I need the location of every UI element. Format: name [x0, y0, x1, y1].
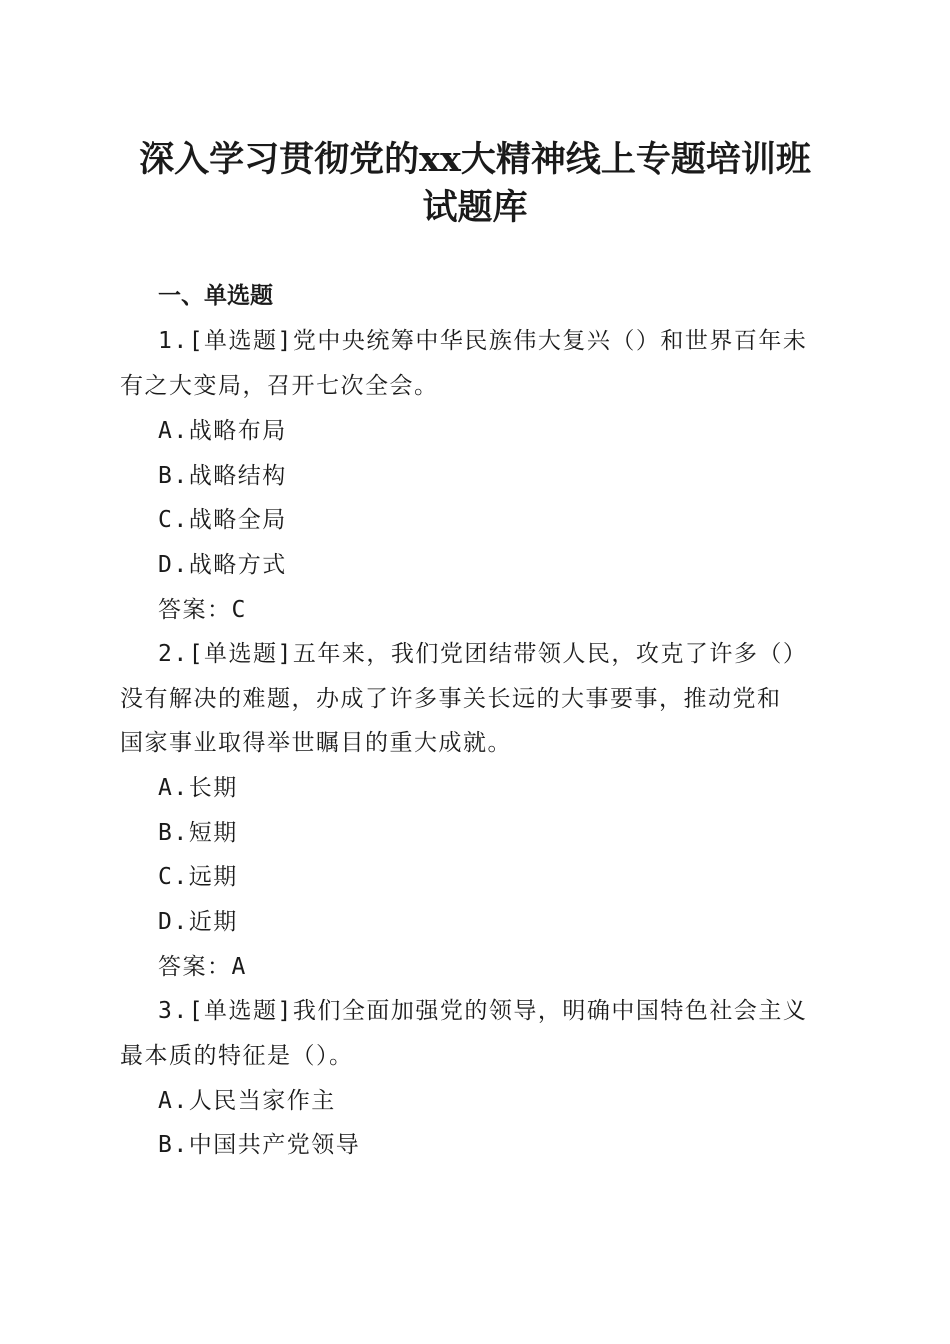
question-1-text-line-2: 有之大变局，召开七次全会。 [120, 373, 439, 399]
question-2-text-line-1: 2.[单选题]五年来，我们党团结带领人民，攻克了许多（） [158, 641, 808, 667]
question-1-text-line-1: 1.[单选题]党中央统筹中华民族伟大复兴（）和世界百年未 [158, 328, 808, 354]
question-1-option-c: C.战略全局 [158, 507, 287, 533]
question-2-option-d: D.近期 [158, 909, 238, 935]
question-3-option-b: B.中国共产党领导 [158, 1132, 361, 1158]
question-2-option-c: C.远期 [158, 864, 238, 890]
question-2-option-a: A.长期 [158, 775, 238, 801]
question-3-option-a: A.人民当家作主 [158, 1088, 336, 1114]
question-1-option-b: B.战略结构 [158, 463, 287, 489]
question-2-answer: 答案：A [158, 954, 247, 980]
question-1-answer: 答案：C [158, 597, 247, 623]
document-title-line-1: 深入学习贯彻党的xx大精神线上专题培训班 [139, 139, 811, 180]
question-2-text-line-2: 没有解决的难题，办成了许多事关长远的大事要事，推动党和 [120, 686, 782, 712]
document-title-line-2: 试题库 [422, 187, 528, 228]
question-2-text-line-3: 国家事业取得举世瞩目的重大成就。 [120, 730, 512, 756]
section-heading: 一、单选题 [158, 283, 273, 309]
question-1-option-d: D.战略方式 [158, 552, 287, 578]
question-2-option-b: B.短期 [158, 820, 238, 846]
question-3-text-line-1: 3.[单选题]我们全面加强党的领导，明确中国特色社会主义 [158, 998, 808, 1024]
question-3-text-line-2: 最本质的特征是（）。 [120, 1043, 354, 1069]
question-1-option-a: A.战略布局 [158, 418, 287, 444]
